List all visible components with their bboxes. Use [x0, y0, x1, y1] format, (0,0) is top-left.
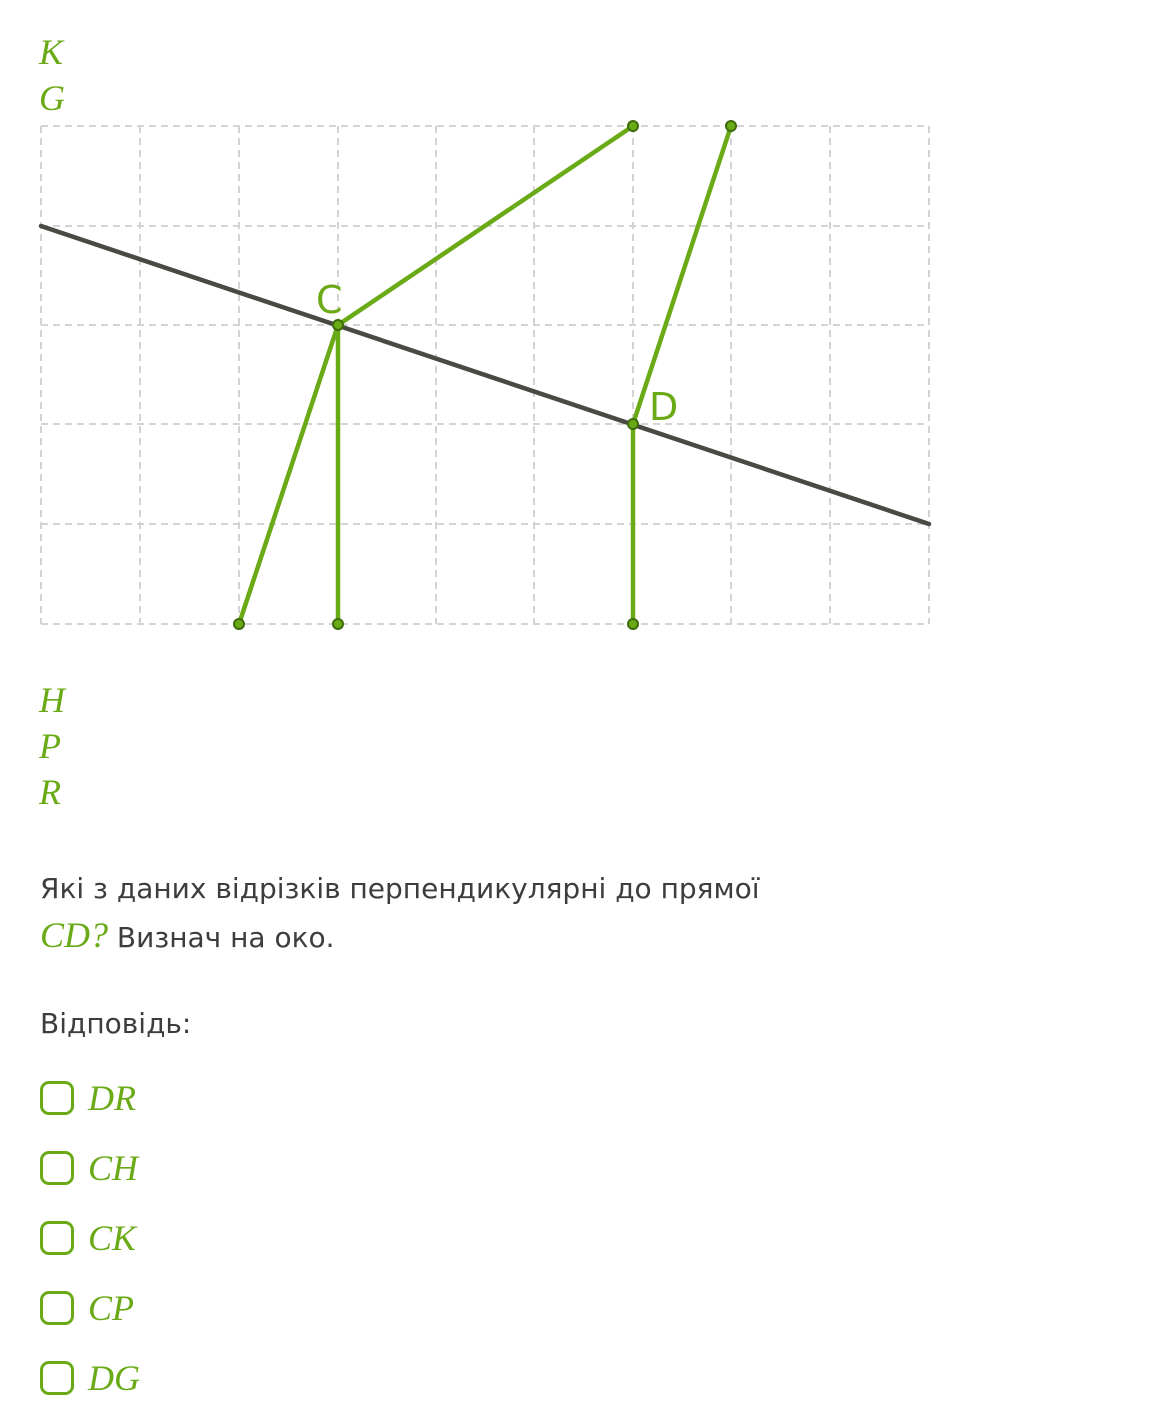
point-bottom-3 [628, 619, 638, 629]
point-bottom-2 [333, 619, 343, 629]
point-label-d: D [649, 385, 679, 429]
label-k: K [39, 32, 64, 72]
point-top-1 [628, 121, 638, 131]
label-g: G [39, 78, 65, 118]
segment-c-bottom-left [239, 325, 338, 624]
option-ck[interactable] [40, 1218, 136, 1258]
question-text [40, 866, 1040, 961]
point-bottom-1 [234, 619, 244, 629]
option-label: CK [88, 1218, 137, 1258]
option-label: CP [88, 1288, 135, 1328]
checkbox[interactable] [40, 1361, 74, 1395]
geometry-figure [0, 0, 1162, 660]
option-dr[interactable] [40, 1078, 136, 1118]
option-ch[interactable] [40, 1148, 138, 1188]
answer-label: Відповідь: [40, 1007, 192, 1040]
question-instruction: Визнач на око. [108, 921, 335, 954]
segment-d-top-right [633, 126, 731, 424]
checkbox[interactable] [40, 1291, 74, 1325]
option-label: DR [88, 1078, 136, 1118]
option-dg[interactable] [40, 1358, 140, 1398]
checkbox[interactable] [40, 1081, 74, 1115]
option-label: DG [88, 1358, 140, 1398]
label-r: R [39, 772, 61, 812]
label-p: P [39, 726, 61, 766]
label-h: H [39, 680, 65, 720]
point-d [628, 419, 638, 429]
question-line-2 [40, 912, 1040, 961]
checkbox[interactable] [40, 1221, 74, 1255]
point-label-c: C [316, 278, 343, 322]
line-name: CD? [40, 915, 109, 955]
point-top-2 [726, 121, 736, 131]
question-line-1: Які з даних відрізків перпендикулярні до прямої [40, 872, 760, 905]
option-cp[interactable] [40, 1288, 134, 1328]
option-label: CH [88, 1148, 139, 1188]
line-cd [41, 226, 929, 524]
checkbox[interactable] [40, 1151, 74, 1185]
